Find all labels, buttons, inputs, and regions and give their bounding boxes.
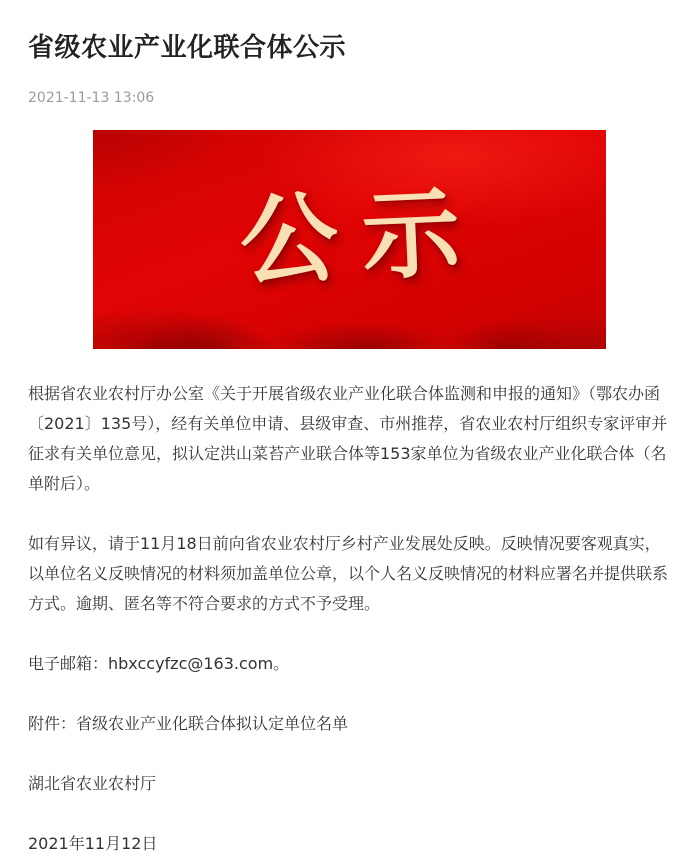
email-line: 电子邮箱：hbxccyfzc@163.com。 — [28, 654, 290, 673]
banner-container — [28, 130, 671, 349]
page-title: 省级农业产业化联合体公示 — [28, 33, 347, 63]
issuer-line: 湖北省农业农村厅 — [28, 774, 157, 793]
paragraph-notice-basis: 根据省农业农村厅办公室《关于开展省级农业产业化联合体监测和申报的通知》（鄂农办函〔2021〕135号），经有关单位申请、县级审查、市州推荐，省农业农村厅组织专家评审并征求有关单位意见，拟认定洪山菜苔产业联合体等153家单位为省级农业产业化联合体（名单附后）。 — [28, 384, 668, 493]
announcement-banner-image — [93, 130, 606, 349]
publish-timestamp: 2021-11-13 13:06 — [28, 90, 155, 106]
banner-caption-text: 公示 — [237, 174, 486, 300]
issue-date-line: 2021年11月12日 — [28, 834, 158, 853]
article-body — [28, 379, 671, 859]
paragraph-objection-instructions: 如有异议，请于11月18日前向省农业农村厅乡村产业发展处反映。反映情况要客观真实，以单位名义反映情况的材料须加盖单位公章，以个人名义反映情况的材料应署名并提供联系方式。逾期、匿名等不符合要求的方式不予受理。 — [28, 534, 669, 613]
attachment-line: 附件：省级农业产业化联合体拟认定单位名单 — [28, 714, 349, 733]
